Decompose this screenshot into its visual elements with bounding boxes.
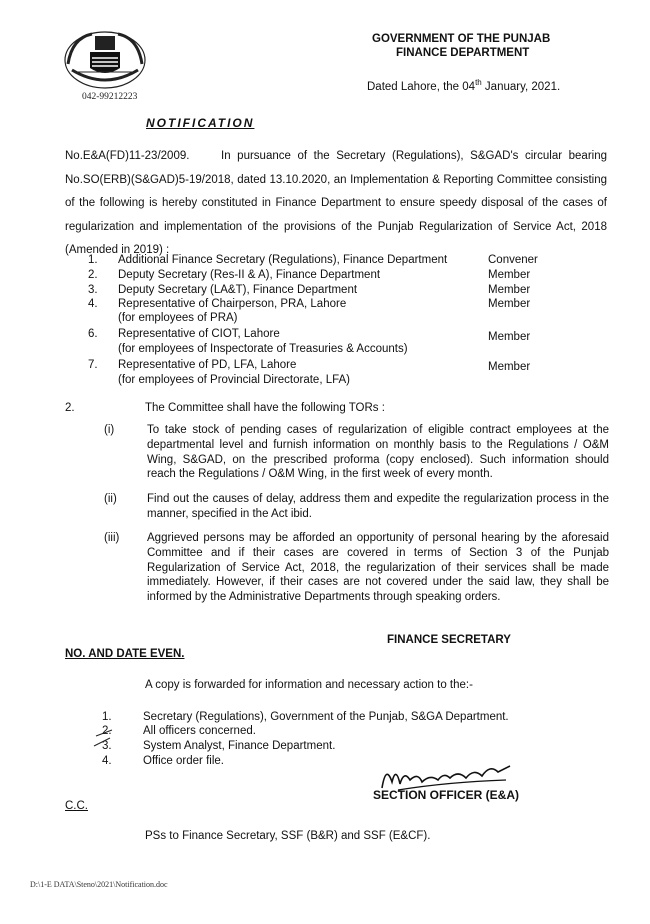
reference-number: No.E&A(FD)11-23/2009. <box>65 150 190 162</box>
tor-item: (ii) Find out the causes of delay, address them and expedite the regularization process in the manner, specified in the Act ibid. <box>104 493 609 520</box>
phone-number: 042-99212223 <box>82 92 138 102</box>
dept-title: FINANCE DEPARTMENT <box>396 47 530 59</box>
cc-recipients: PSs to Finance Secretary, SSF (B&R) and SSF (E&CF). <box>145 830 431 842</box>
para2-number: 2. <box>65 402 75 414</box>
tor-item: (iii) Aggrieved persons may be afforded an opportunity of personal hearing by the aforesaid Committee and if their cases are covered in terms of Section 3 of the Punjab Regularization of Service Act, 2018, the regularization of their services shall be made immediately. However, if their cases are not covered under the said law, they shall be informed by the Administrative Departments through speaking orders. <box>104 532 609 604</box>
file-path-footer: D:\1-E DATA\Steno\2021\Notification.doc <box>30 880 168 889</box>
notification-heading: NOTIFICATION <box>146 116 255 130</box>
section-officer-title: SECTION OFFICER (E&A) <box>373 788 519 802</box>
tor-item: (i) To take stock of pending cases of regularization of eligible contract employees at the departmental level and furnish information on monthly basis to the Regulations / O&M Wing, S&GAD, on the prescribed proforma (copy enclosed). Such information should reach the Regulations / O&M Wing, in the first week of every month. <box>104 424 609 481</box>
pen-tick-marks <box>90 724 120 754</box>
intro-paragraph: No.E&A(FD)11-23/2009. In pursuance of the Secretary (Regulations), S&GAD's circular bearing No.SO(ERB)(S&GAD)5-19/2018, dated 13.10.2020, an Implementation & Reporting Committee consisting of the following is hereby constituted in Finance Department to ensure speedy disposal of the cases of regularization and implementation of the provisions of the Punjab Regularization of Service Act, 2018 (Amended in 2019) : <box>65 145 607 263</box>
para2-text: The Committee shall have the following TORs : <box>145 402 385 414</box>
date-line: Dated Lahore, the 04th January, 2021. <box>367 78 561 93</box>
finance-secretary-signature-block: FINANCE SECRETARY <box>387 634 511 646</box>
org-title: GOVERNMENT OF THE PUNJAB <box>372 33 551 45</box>
cc-label: C.C. <box>65 800 88 812</box>
copy-forward-line: A copy is forwarded for information and necessary action to the:- <box>145 679 473 691</box>
no-and-date-heading: NO. AND DATE EVEN. <box>65 648 185 660</box>
punjab-government-logo <box>62 30 148 90</box>
